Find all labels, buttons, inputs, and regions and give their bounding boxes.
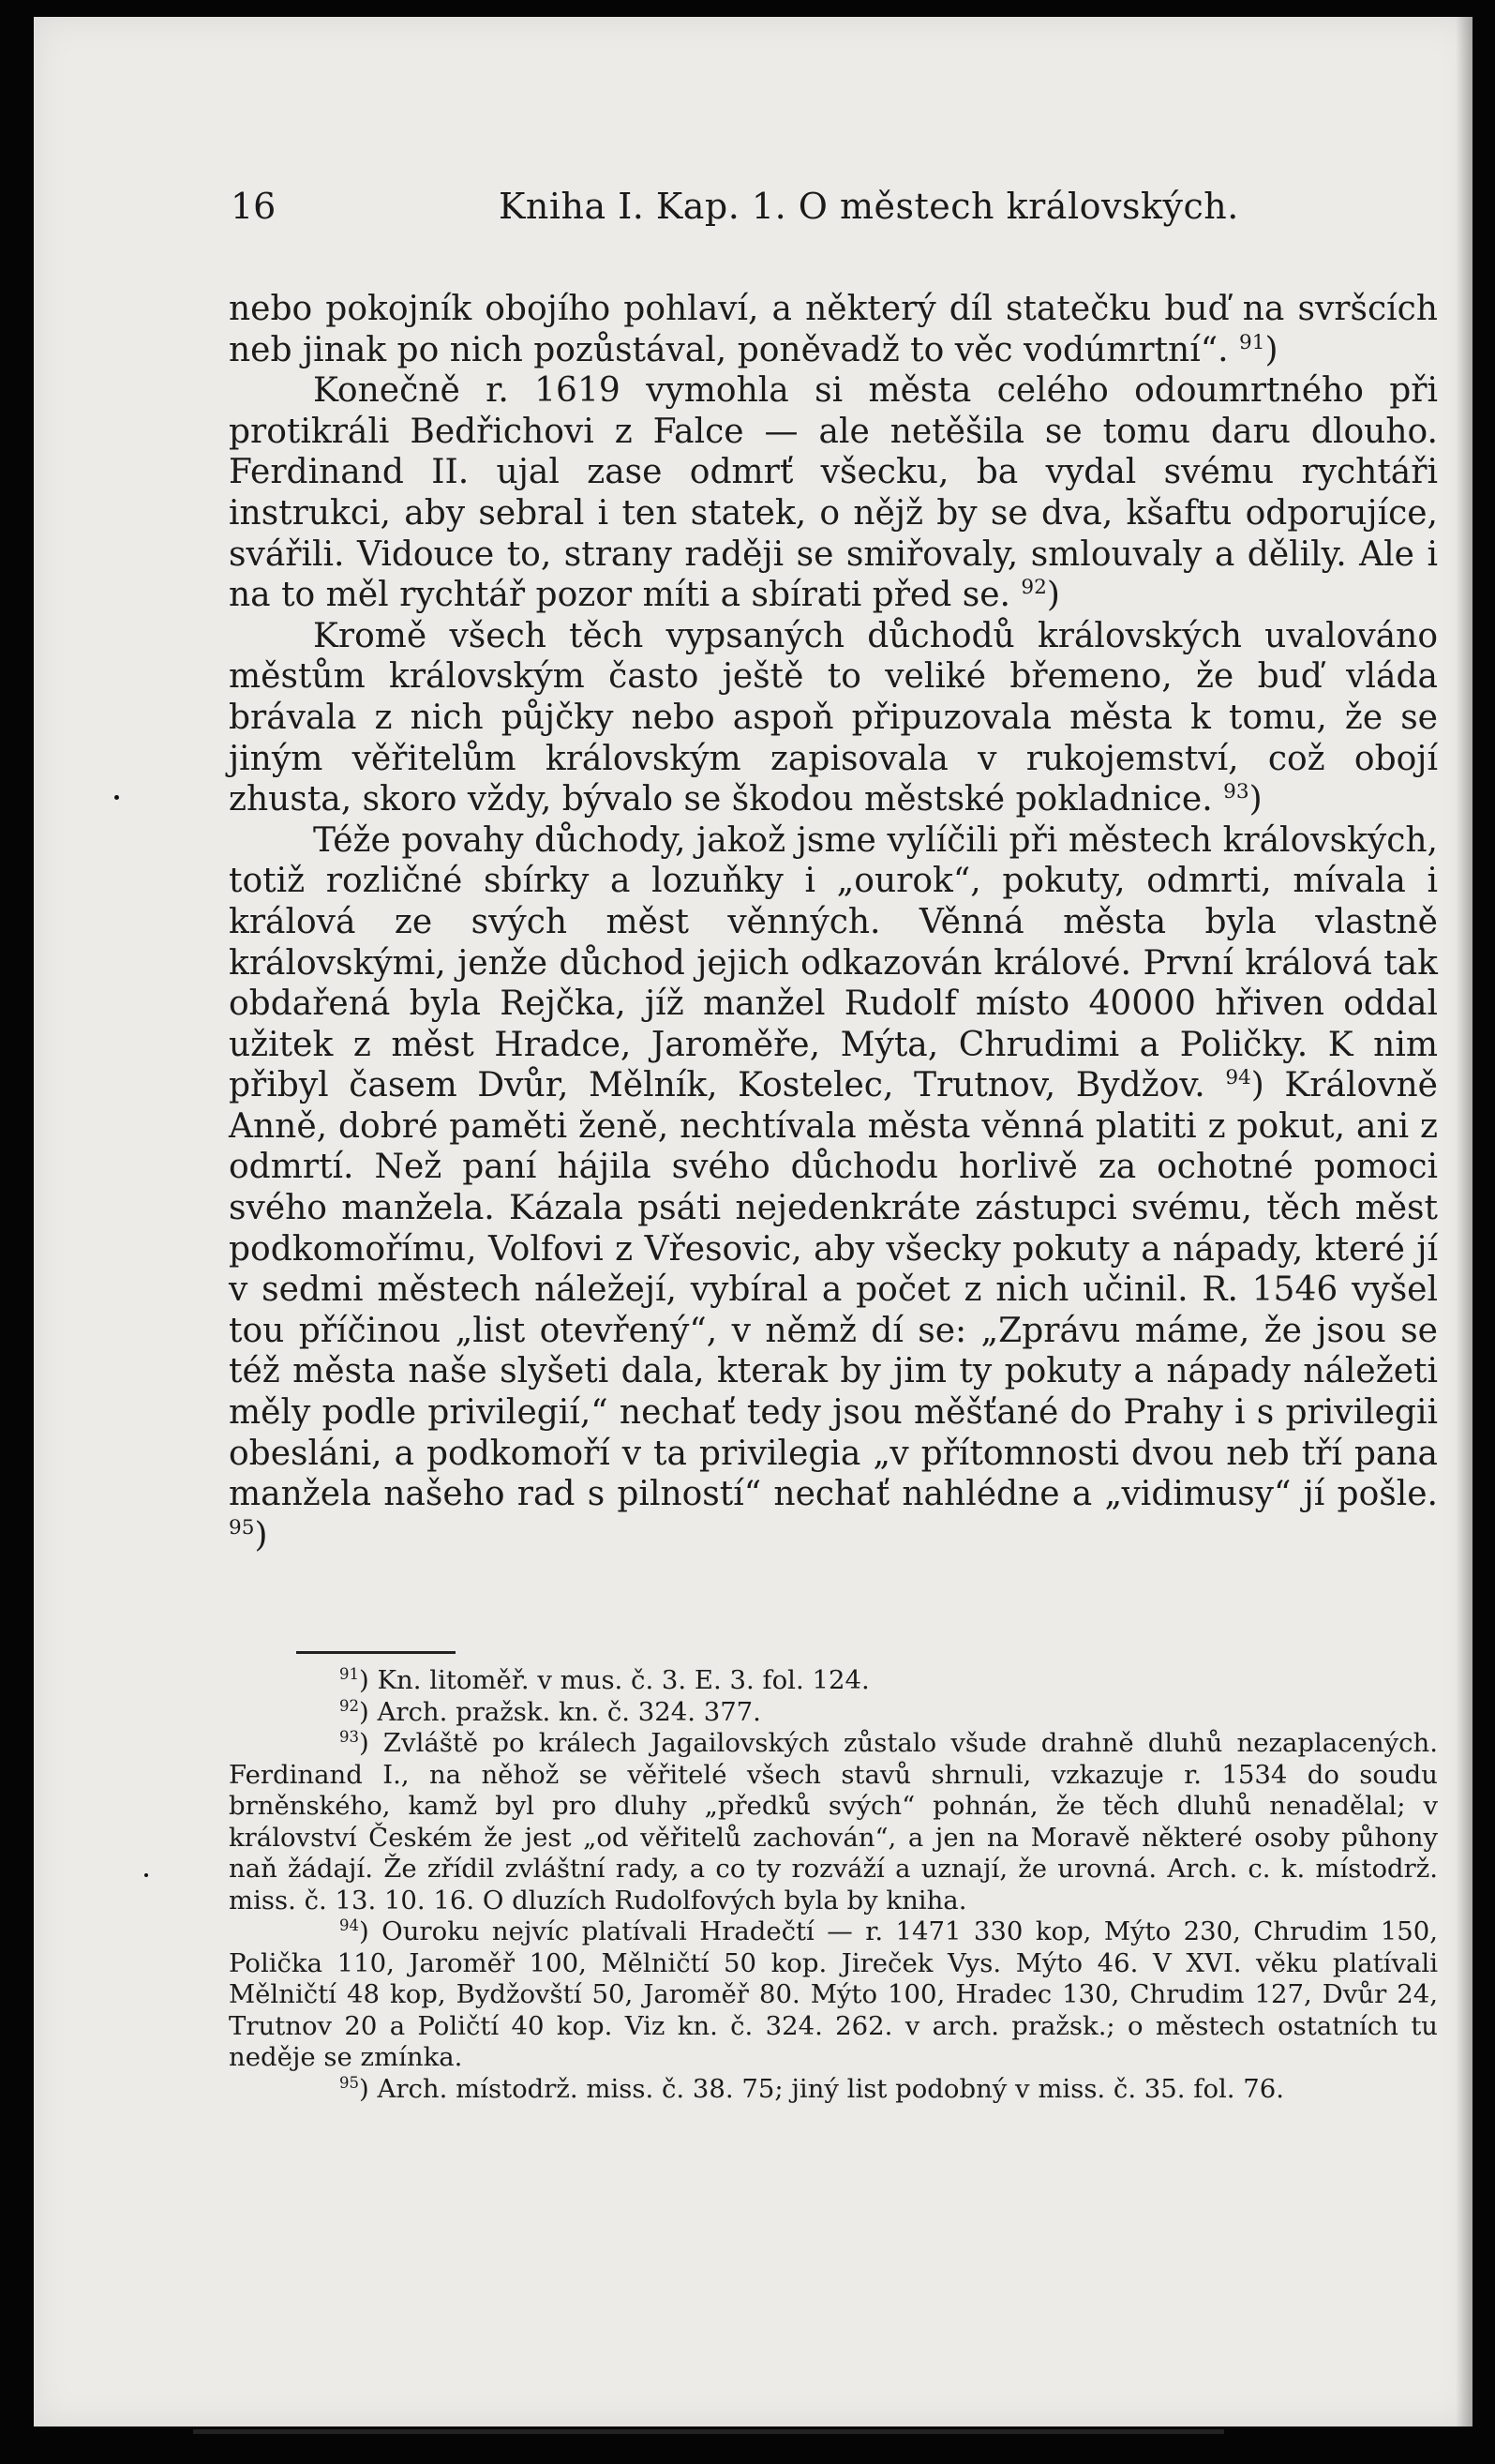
paragraph-3-text: Kromě všech těch vypsaných důchodů královských uvalováno městům královským často ještě to veliké břemeno, že buď vláda brávala z nich půjčky nebo aspoň připuzovala města k tomu, že se jiným věřitelům královským zapisovala v rukojemství, což obojí zhusta, skoro vždy, bývalo se škodou městské pokladnice. [229,616,1438,819]
page-number: 16 [231,186,277,227]
running-title: Kniha I. Kap. 1. O městech královských. [499,186,1239,227]
footnote-number: 93 [339,1727,359,1746]
book-page [34,17,1473,2426]
footnotes [229,1665,1438,2105]
footnote-95: $^{95}$) Arch. místodrž. miss. č. 38. 75; jiný list podobný v miss. č. 35. fol. 76. [339,2073,1285,2104]
paragraph-2-text: Konečně r. 1619 vymohla si města celého odoumrtného při protikráli Bedřichovi z Falce — ale netěšila se tomu daru dlouho. Ferdinand II. ujal zase odmrť všecku, ba vydal svému rychtáři instrukci, aby sebral i ten statek, o nějž by se dva, kšaftu odporujíce, svářili. Vidouce to, strany raději se smiřovaly, smlouvaly a dělily. Ale i na to měl rychtář pozor míti a sbírati před se. [229,371,1438,615]
page-edge-stroke [193,2429,1224,2434]
footnote-text: Arch. pražsk. kn. č. 324. 377. [377,1696,761,1727]
footnote-ref-94: 94 [1225,1066,1251,1090]
footnote-text: Zvláště po králech Jagailovských zůstalo všude drahně dluhů nezaplacených. Ferdinand I., na něhož se věřitelé všech stavů shrnuli, vzkazuje r. 1534 do soudu brněnského, kamž byl pro dluhy „předků svých“ pohnán, že těch dluhů nenadělal; v království Českém že jest „od věřitelů zachován“, a jen na Moravě některé osoby půhony naň žádají. Že zřídil zvláštní rady, a co ty rozváží a uznají, že urovná. Arch. c. k. místodrž. miss. č. 13. 10. 16. O dluzích Rudolfových byla by kniha. [229,1728,1438,1916]
footnote-text: Ouroku nejvíc platívali Hradečtí — r. 1471 330 kop, Mýto 230, Chrudim 150, Polička 110, Jaroměř 100, Mělničtí 50 kop. Jireček Vys. Mýto 46. V XVI. věku platívali Mělničtí 48 kop, Bydžovští 50, Jaroměř 80. Mýto 100, Hradec 130, Chrudim 127, Dvůr 24, Trutnov 20 a Poličtí 40 kop. Viz kn. č. 324. 262. v arch. pražsk.; o městech ostatních tu neděje se zmínka. [229,1916,1438,2072]
footnote-93: $^{93}$) Zvláště po králech Jagailovských zůstalo všude drahně dluhů nezaplacených. Ferdinand I., na něhož se věřitelé všech stavů shrnuli, vzkazuje r. 1534 do soudu brněnského, kamž byl pro dluhy „předků svých“ pohnán, že těch dluhů nenadělal; v království Českém že jest „od věřitelů zachován“, a jen na Moravě některé osoby půhony naň žádají. Že zřídil zvláštní rady, a co ty rozváží a uznají, že urovná. Arch. c. k. místodrž. miss. č. 13. 10. 16. O dluzích Rudolfových byla by kniha. [229,1727,1438,1916]
footnote-number: 92 [339,1696,359,1715]
paragraph-1: nebo pokojník obojího pohlaví, a některý díl statečku buď na svršcích neb jinak po nich pozůstával, poněvadž to věc vodúmrtní“. $^{91}$) [229,290,1438,369]
paragraph-4: Téže povahy důchody, jakož jsme vylíčili při městech královských, totiž rozličné sbírky a lozuňky i „ourok“, pokuty, odmrti, mívala i králová ze svých měst věnných. Věnná města byla vlastně královskými, jenže důchod jejich odkazován králové. První králová tak obdařená byla Rejčka, jíž manžel Rudolf místo 40000 hřiven oddal užitek z měst Hradce, Jaroměře, Mýta, Chrudimi a Poličky. K nim přibyl časem Dvůr, Mělník, Kostelec, Trutnov, Bydžov. $^{94}$) Královně Anně, dobré paměti ženě, nechtívala města věnná platiti z pokut, ani z odmrtí. Než paní hájila svého důchodu horlivě za ochotné pomoci svého manžela. Kázala psáti nejedenkráte zástupci svému, těch měst podkomořímu, Volfovi z Vřesovic, aby všecky pokuty a nápady, které jí v sedmi městech náležejí, vybíral a počet z nich učinil. R. 1546 vyšel tou příčinou „list otevřený“, v němž dí se: „Zprávu máme, že jsou se též města naše slyšeti dala, kterak by jim ty pokuty a nápady náležeti měly podle privilegií,“ nechať tedy jsou měšťané do Prahy i s privilegii obesláni, a podkomoří v ta privilegia „v přítomnosti dvou neb tří pana manžela našeho rad s pilností“ nechať nahlédne a „vidimusy“ jí pošle. $^{95}$) [229,820,1438,1555]
body-text [229,289,1438,1555]
footnote-91: $^{91}$) Kn. litoměř. v mus. č. 3. E. 3. fol. 124. [339,1664,870,1695]
footnote-92: $^{92}$) Arch. pražsk. kn. č. 324. 377. [339,1696,761,1727]
footnote-text: Arch. místodrž. miss. č. 38. 75; jiný list podobný v miss. č. 35. fol. 76. [377,2073,1285,2104]
paragraph-1-text: nebo pokojník obojího pohlaví, a některý díl statečku buď na svršcích neb jinak po nich pozůstával, poněvadž to věc vodúmrtní“. [229,290,1438,369]
footnote-number: 91 [339,1664,359,1683]
footnote-number: 95 [339,2073,359,2092]
footnote-rule [296,1651,456,1654]
paragraph-2: Konečně r. 1619 vymohla si města celého odoumrtného při protikráli Bedřichovi z Falce — ale netěšila se tomu daru dlouho. Ferdinand II. ujal zase odmrť všecku, ba vydal svému rychtáři instrukci, aby sebral i ten statek, o nějž by se dva, kšaftu odporujíce, svářili. Vidouce to, strany raději se smiřovaly, smlouvaly a dělily. Ale i na to měl rychtář pozor míti a sbírati před se. $^{92}$) [229,371,1438,615]
footnote-text: Kn. litoměř. v mus. č. 3. E. 3. fol. 124. [377,1665,870,1695]
footnote-94: $^{94}$) Ouroku nejvíc platívali Hradečtí — r. 1471 330 kop, Mýto 230, Chrudim 150, Polička 110, Jaroměř 100, Mělničtí 50 kop. Jireček Vys. Mýto 46. V XVI. věku platívali Mělničtí 48 kop, Bydžovští 50, Jaroměř 80. Mýto 100, Hradec 130, Chrudim 127, Dvůr 24, Trutnov 20 a Poličtí 40 kop. Viz kn. č. 324. 262. v arch. pražsk.; o městech ostatních tu neděje se zmínka. [229,1916,1438,2072]
margin-speck [144,1873,148,1877]
paragraph-4-text-a: Téže povahy důchody, jakož jsme vylíčili při městech královských, totiž rozličné sbírky a lozuňky i „ourok“, pokuty, odmrti, mívala i králová ze svých měst věnných. Věnná města byla vlastně královskými, jenže důchod jejich odkazován králové. První králová tak obdařená byla Rejčka, jíž manžel Rudolf místo 40000 hřiven oddal užitek z měst Hradce, Jaroměře, Mýta, Chrudimi a Poličky. K nim přibyl časem Dvůr, Mělník, Kostelec, Trutnov, Bydžov. [229,820,1438,1105]
footnote-number: 94 [339,1916,359,1934]
footnote-ref-95: 95 [229,1515,255,1540]
paragraph-3: Kromě všech těch vypsaných důchodů královských uvalováno městům královským často ještě to veliké břemeno, že buď vláda brávala z nich půjčky nebo aspoň připuzovala města k tomu, že se jiným věřitelům královským zapisovala v rukojemství, což obojí zhusta, skoro vždy, bývalo se škodou městské pokladnice. $^{93}$) [229,616,1438,819]
paragraph-4-text-b: Královně Anně, dobré paměti ženě, nechtívala města věnná platiti z pokut, ani z odmrtí. Než paní hájila svého důchodu horlivě za ochotné pomoci svého manžela. Kázala psáti nejedenkráte zástupci svému, těch měst podkomořímu, Volfovi z Vřesovic, aby všecky pokuty a nápady, které jí v sedmi městech náležejí, vybíral a počet z nich učinil. R. 1546 vyšel tou příčinou „list otevřený“, v němž dí se: „Zprávu máme, že jsou se též města naše slyšeti dala, kterak by jim ty pokuty a nápady náležeti měly podle privilegií,“ nechať tedy jsou měšťané do Prahy i s privilegii obesláni, a podkomoří v ta privilegia „v přítomnosti dvou neb tří pana manžela našeho rad s pilností“ nechať nahlédne a „vidimusy“ jí pošle. [229,1066,1438,1514]
footnote-ref-92: 92 [1021,576,1047,600]
footnote-ref-91: 91 [1239,330,1265,354]
footnote-ref-93: 93 [1223,780,1249,804]
margin-speck [114,795,119,800]
